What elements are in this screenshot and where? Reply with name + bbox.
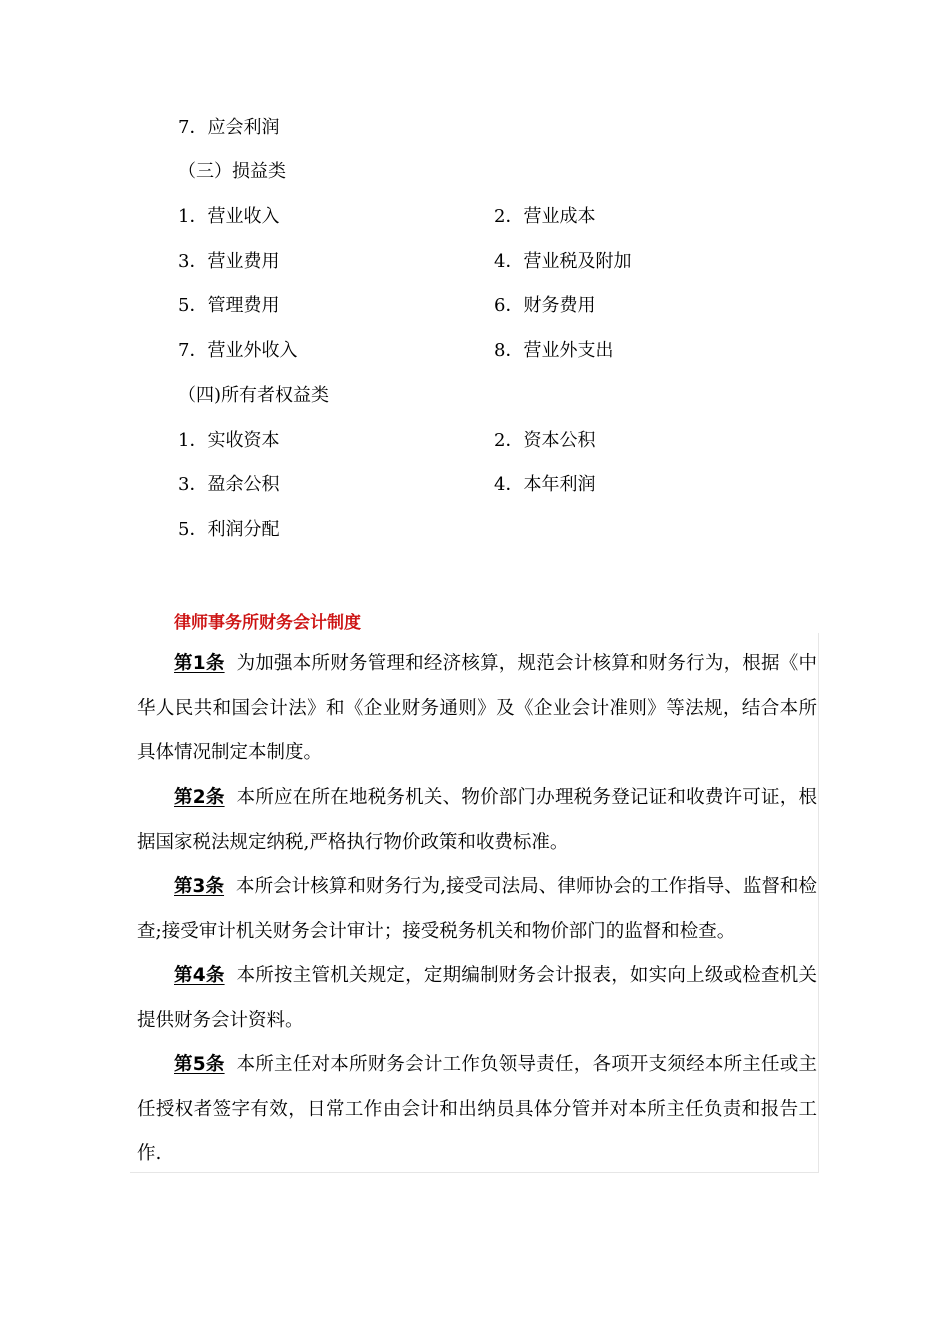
list-item: 3．盈余公积 bbox=[178, 474, 280, 495]
list-item: 7．应会利润 bbox=[178, 117, 280, 138]
article-5 bbox=[137, 1043, 817, 1177]
article-label: 第2条 bbox=[174, 787, 225, 808]
article-1 bbox=[137, 642, 817, 776]
article-text: 本所主任对本所财务会计工作负领导责任，各项开支须经本所主任或主任授权者签字有效，日常工作由会计和出纳员具体分管并对本所主任负责和报告工作. bbox=[137, 1054, 817, 1164]
document-heading: 律师事务所财务会计制度 bbox=[174, 613, 361, 633]
list-item: 4．本年利润 bbox=[494, 474, 596, 495]
list-item: 1．实收资本 bbox=[178, 430, 280, 451]
article-label: 第3条 bbox=[174, 876, 225, 897]
article-text: 本所按主管机关规定，定期编制财务会计报表，如实向上级或检查机关提供财务会计资料。 bbox=[137, 965, 817, 1031]
list-item: 2．资本公积 bbox=[494, 430, 596, 451]
article-4 bbox=[137, 954, 817, 1043]
list-item: 5．管理费用 bbox=[178, 295, 280, 316]
list-item: 4．营业税及附加 bbox=[494, 251, 632, 272]
section-title: （三）损益类 bbox=[178, 161, 286, 182]
list-item: 5．利润分配 bbox=[178, 519, 280, 540]
list-item: 2．营业成本 bbox=[494, 206, 596, 227]
section-title: （四)所有者权益类 bbox=[178, 385, 330, 406]
article-label: 第1条 bbox=[174, 653, 225, 674]
article-label: 第4条 bbox=[174, 965, 225, 986]
article-text: 本所应在所在地税务机关、物价部门办理税务登记证和收费许可证，根据国家税法规定纳税,严格执行物价政策和收费标准。 bbox=[137, 787, 817, 853]
list-item: 3．营业费用 bbox=[178, 251, 280, 272]
article-2 bbox=[137, 776, 817, 865]
list-item: 7．营业外收入 bbox=[178, 340, 298, 361]
list-item: 6．财务费用 bbox=[494, 295, 596, 316]
article-text: 为加强本所财务管理和经济核算，规范会计核算和财务行为，根据《中华人民共和国会计法》和《企业财务通则》及《企业会计准则》等法规，结合本所具体情况制定本制度。 bbox=[137, 653, 817, 763]
article-3 bbox=[137, 865, 817, 954]
list-item: 1．营业收入 bbox=[178, 206, 280, 227]
article-text: 本所会计核算和财务行为,接受司法局、律师协会的工作指导、监督和检查;接受审计机关财务会计审计；接受税务机关和物价部门的监督和检查。 bbox=[137, 876, 817, 942]
article-label: 第5条 bbox=[174, 1054, 225, 1075]
list-item: 8．营业外支出 bbox=[494, 340, 614, 361]
